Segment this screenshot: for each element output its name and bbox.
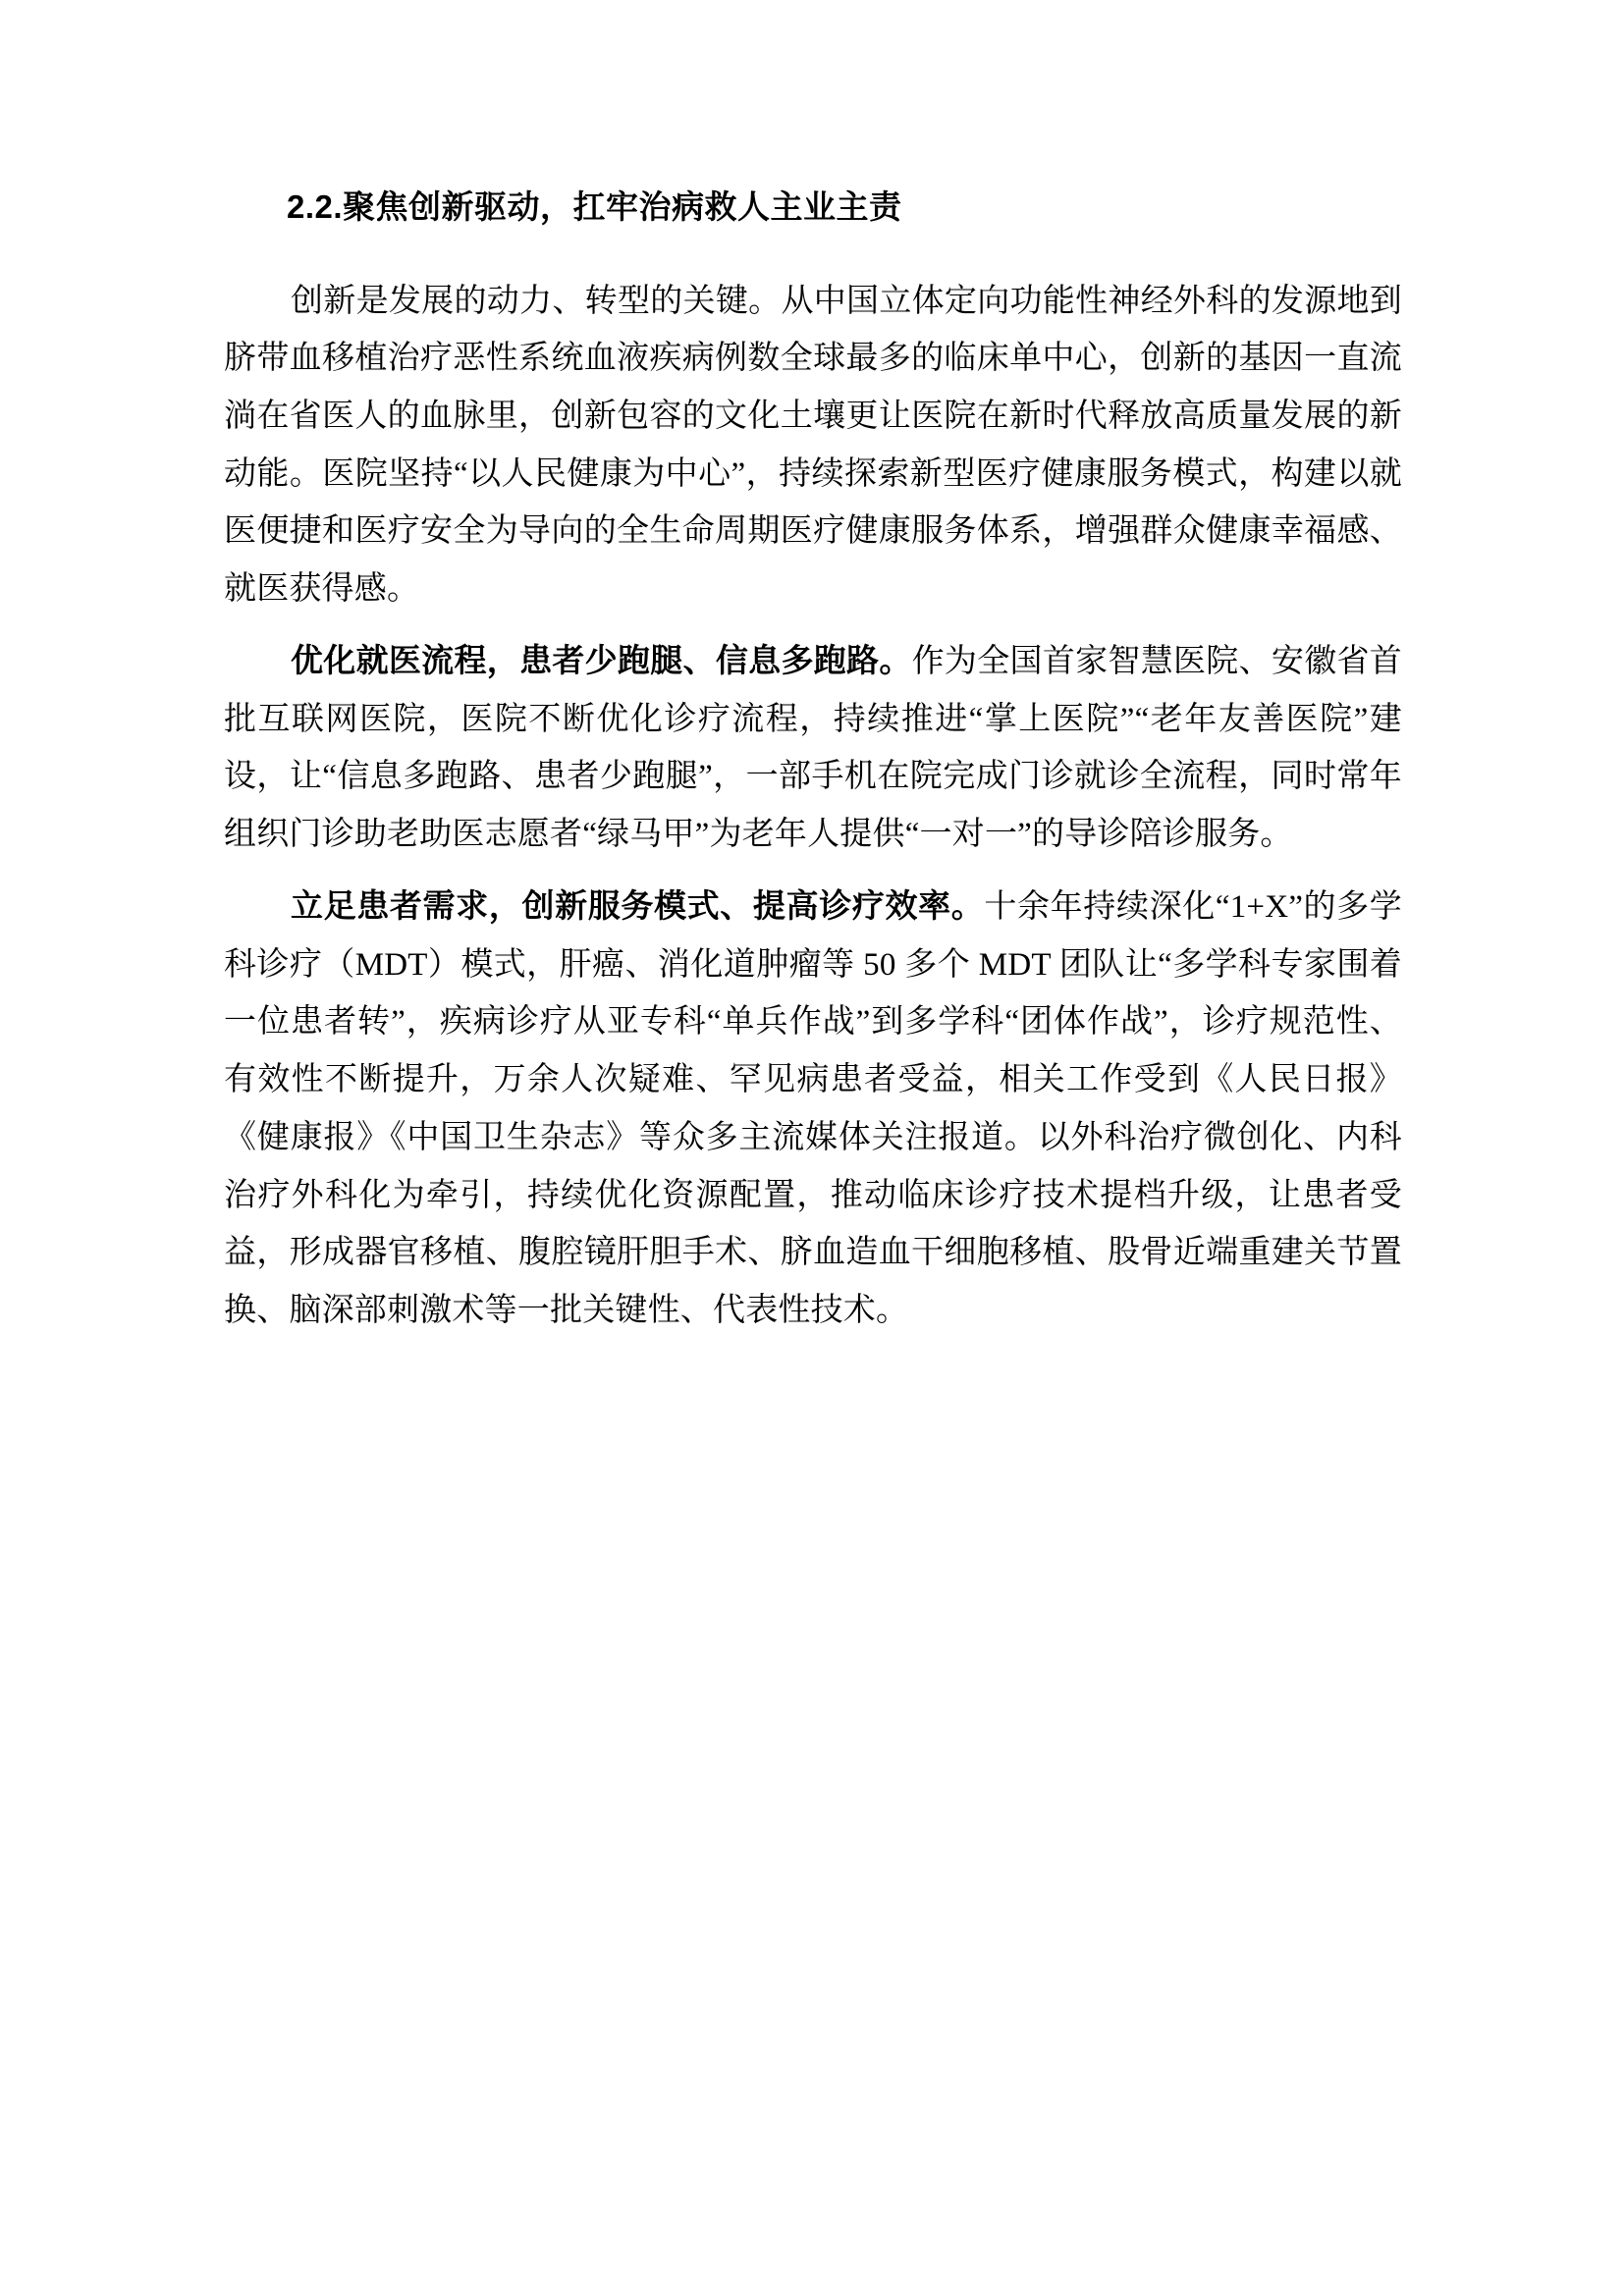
paragraph-3-text: 十余年持续深化“1+X”的多学科诊疗（MDT）模式，肝癌、消化道肿瘤等 50 多个 MDT 团队让“多学科专家围着一位患者转”，疾病诊疗从亚专科“单兵作战”到多学科“团体作战”，诊疗规范性、有效性不断提升，万余人次疑难、罕见病患者受益，相关工作受到《人民日报》《健康报》《中国卫生杂志》等众多主流媒体关注报道。以外科治疗微创化、内科治疗外科化为牵引，持续优化资源配置，推动临床诊疗技术提档升级，让患者受益，形成器官移植、腹腔镜肝胆手术、脐血造血干细胞移植、股骨近端重建关节置换、脑深部刺激术等一批关键性、代表性技术。 [224,888,1402,1328]
document-body [224,183,1402,1340]
paragraph-1-text: 创新是发展的动力、转型的关键。从中国立体定向功能性神经外科的发源地到脐带血移植治疗恶性系统血液疾病例数全球最多的临床单中心，创新的基因一直流淌在省医人的血脉里，创新包容的文化土壤更让医院在新时代释放高质量发展的新动能。医院坚持“以人民健康为中心”，持续探索新型医疗健康服务模式，构建以就医便捷和医疗安全为导向的全生命周期医疗健康服务体系，增强群众健康幸福感、就医获得感。 [224,283,1402,608]
paragraph-3-lead: 立足患者需求，创新服务模式、提高诊疗效率。 [291,886,985,924]
paragraph-2 [224,632,1402,864]
paragraph-1 [224,273,1402,618]
section-heading: 2.2.聚焦创新驱动，扛牢治病救人主业主责 [287,188,902,225]
paragraph-3 [224,878,1402,1340]
paragraph-2-text: 作为全国首家智慧医院、安徽省首批互联网医院，医院不断优化诊疗流程，持续推进“掌上医院”“老年友善医院”建设，让“信息多跑路、患者少跑腿”，一部手机在院完成门诊就诊全流程，同时常年组织门诊助老助医志愿者“绿马甲”为老年人提供“一对一”的导诊陪诊服务。 [224,643,1402,853]
paragraph-2-lead: 优化就医流程，患者少跑腿、信息多跑路。 [291,641,912,678]
